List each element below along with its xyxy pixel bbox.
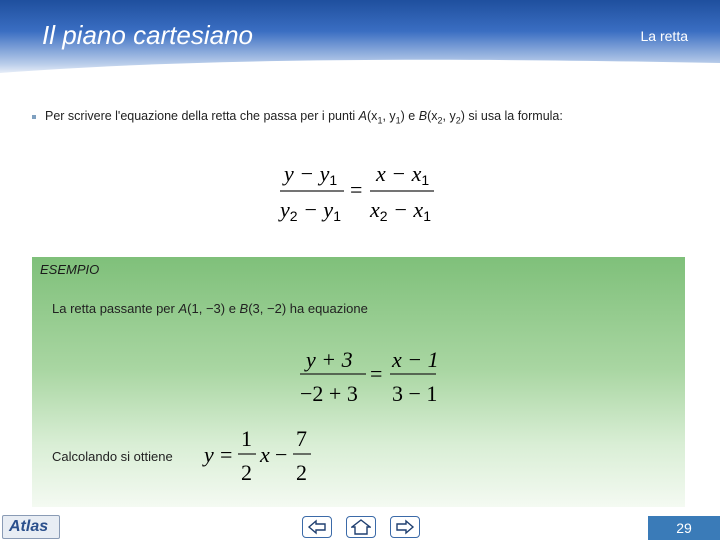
- example-den-left: −2 + 3: [300, 381, 358, 406]
- bullet-icon: [32, 115, 36, 119]
- result-x: x: [260, 442, 270, 467]
- example-formula: [296, 343, 446, 409]
- formula-num-right: x − x1: [376, 161, 430, 188]
- example-den-right: 3 − 1: [392, 381, 438, 406]
- result-num1: 1: [241, 426, 252, 451]
- home-button[interactable]: [346, 516, 376, 538]
- home-icon: [351, 519, 371, 535]
- result-num2: 7: [296, 426, 307, 451]
- arrow-left-icon: [307, 519, 327, 535]
- section-label: La retta: [640, 28, 688, 44]
- header-wave: [0, 55, 720, 85]
- slide-header: [0, 0, 720, 78]
- example-label: ESEMPIO: [40, 262, 100, 277]
- page-number: 29: [648, 516, 720, 540]
- prev-button[interactable]: [302, 516, 332, 538]
- arrow-right-icon: [395, 519, 415, 535]
- calc-label: Calcolando si ottiene: [52, 449, 173, 464]
- formula-den-right: x2 − x1: [370, 197, 431, 224]
- bullet-text: Per scrivere l'equazione della retta che passa per i punti $A(x_1$, $y_1$) e $B(x_2$, $y_2$) si usa la formula:: [32, 109, 563, 126]
- formula-num-left: y − y1: [284, 161, 338, 188]
- example-text: La retta passante per A(1, −3) e B(3, −2) ha equazione: [52, 301, 368, 316]
- result-formula: [200, 424, 320, 486]
- atlas-logo: Atlas: [2, 515, 60, 539]
- formula-equals: =: [350, 177, 363, 202]
- example-num-right: x − 1: [392, 347, 439, 372]
- example-num-left: y + 3: [306, 347, 353, 372]
- result-y: y: [204, 442, 214, 467]
- slide-title: Il piano cartesiano: [42, 20, 254, 50]
- result-minus: −: [275, 442, 288, 467]
- general-formula: [270, 155, 460, 230]
- formula-den-left: y2 − y1: [280, 197, 341, 224]
- next-button[interactable]: [390, 516, 420, 538]
- example-equals: =: [370, 361, 383, 386]
- result-den2: 2: [296, 460, 307, 485]
- result-equals: =: [220, 442, 233, 467]
- result-den1: 2: [241, 460, 252, 485]
